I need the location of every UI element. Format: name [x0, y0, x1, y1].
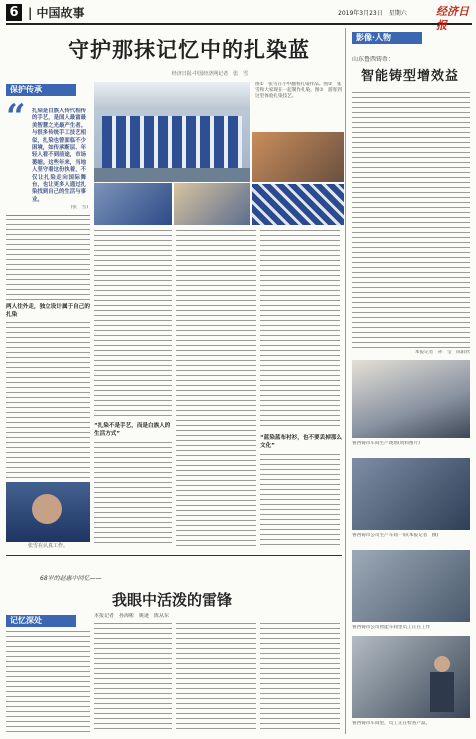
body-text-col3 — [176, 230, 256, 546]
intro-quote: 扎染是白族人传代相传的手艺，是国人最富最美智慧之光最产生者。与很多传统手工技艺相似，扎染也曾面临不少困境，如传承断层、年轻人看不到前途，市场萎缩。这些年来，当地人坚守着这份执着，不仅让扎染走向国际舞台，也让更多人通过扎染找到自己的生活与事业。 — [32, 108, 86, 202]
divider — [6, 215, 90, 216]
main-headline: 守护那抹记忆中的扎染蓝 — [68, 38, 310, 62]
side-caption-1: 鲁西铸币车间生产现场(资料图片) — [352, 441, 420, 446]
quote-signature: (张 雪) — [70, 205, 88, 210]
photo-artisan — [6, 482, 90, 542]
page-number: 6 — [6, 4, 22, 21]
main-byline: 经济日报·中国经济网记者 张 雪 — [171, 71, 249, 77]
second-kicker: 68岁的赵惠中回忆—— — [40, 575, 102, 582]
second-body-col3 — [176, 623, 256, 733]
side-caption-4: 鲁西铸币车间里，员工正在检查产品。 — [352, 721, 431, 726]
tag-memory: 记忆深处 — [6, 615, 76, 627]
photo-4 — [252, 132, 344, 182]
masthead-logo: 经济日报 — [436, 5, 469, 32]
side-photo-3 — [352, 550, 470, 622]
section-name: | 中国故事 — [28, 6, 85, 20]
subheading-1: 两人往外走，独立设计属于自己的扎染 — [6, 304, 90, 318]
quote-mark-icon: “ — [6, 97, 26, 137]
page-header — [6, 3, 472, 32]
second-byline: 本报记者 孙海彬 姚逊 陈从东 — [94, 613, 170, 619]
story-divider — [6, 555, 342, 556]
caption-artisan: 张雪在认真工作。 — [28, 543, 69, 549]
side-photo-1 — [352, 360, 470, 438]
tag-image-person: 影像·人物 — [352, 32, 422, 44]
second-headline: 我眼中活泼的雷锋 — [111, 591, 232, 609]
side-headline: 智能铸型增效益 — [360, 69, 459, 84]
side-kicker: 山东鲁西铸币： — [352, 56, 395, 63]
subheading-3: “蓝染蓝布衬衫，也不要丢掉那么文化” — [260, 435, 342, 449]
second-body-col1 — [6, 631, 90, 733]
body-text-left-2 — [6, 322, 90, 478]
photo-captions: 图① 张雪在小中翻看扎染作品。图② 张雪和大家现在一起制作扎染。图③ 游客到这里体验扎染技艺。 — [255, 82, 342, 99]
photo-3 — [174, 183, 250, 225]
side-caption-2: 鲁西铸币公司生产车间一角(本报记者 摄) — [352, 533, 439, 538]
tag-protect-heritage: 保护传承 — [6, 84, 76, 96]
side-photo-4 — [352, 636, 470, 718]
body-text-left — [6, 219, 90, 301]
subheading-2: “扎染不是手艺，而是白族人的生活方式” — [94, 423, 171, 437]
photo-2 — [94, 183, 172, 225]
body-text-col4 — [260, 230, 340, 430]
side-reporter: 本报记者 孙 莹 陈阳欣 — [414, 350, 470, 355]
second-body-col4 — [260, 623, 340, 733]
issue-date: 2019年3月23日 星期六 — [338, 10, 407, 17]
second-body-col2 — [94, 623, 172, 733]
column-separator — [345, 28, 346, 734]
body-text-col2b — [94, 442, 172, 546]
side-body-text — [352, 92, 470, 348]
side-caption-3: 鲁西铸币公司智能车间里员工正在工作 — [352, 625, 431, 630]
main-photo-group — [94, 82, 250, 182]
photo-5 — [252, 184, 344, 225]
side-photo-2 — [352, 458, 470, 530]
body-text-col2 — [94, 230, 172, 418]
body-text-col4b — [260, 454, 340, 546]
